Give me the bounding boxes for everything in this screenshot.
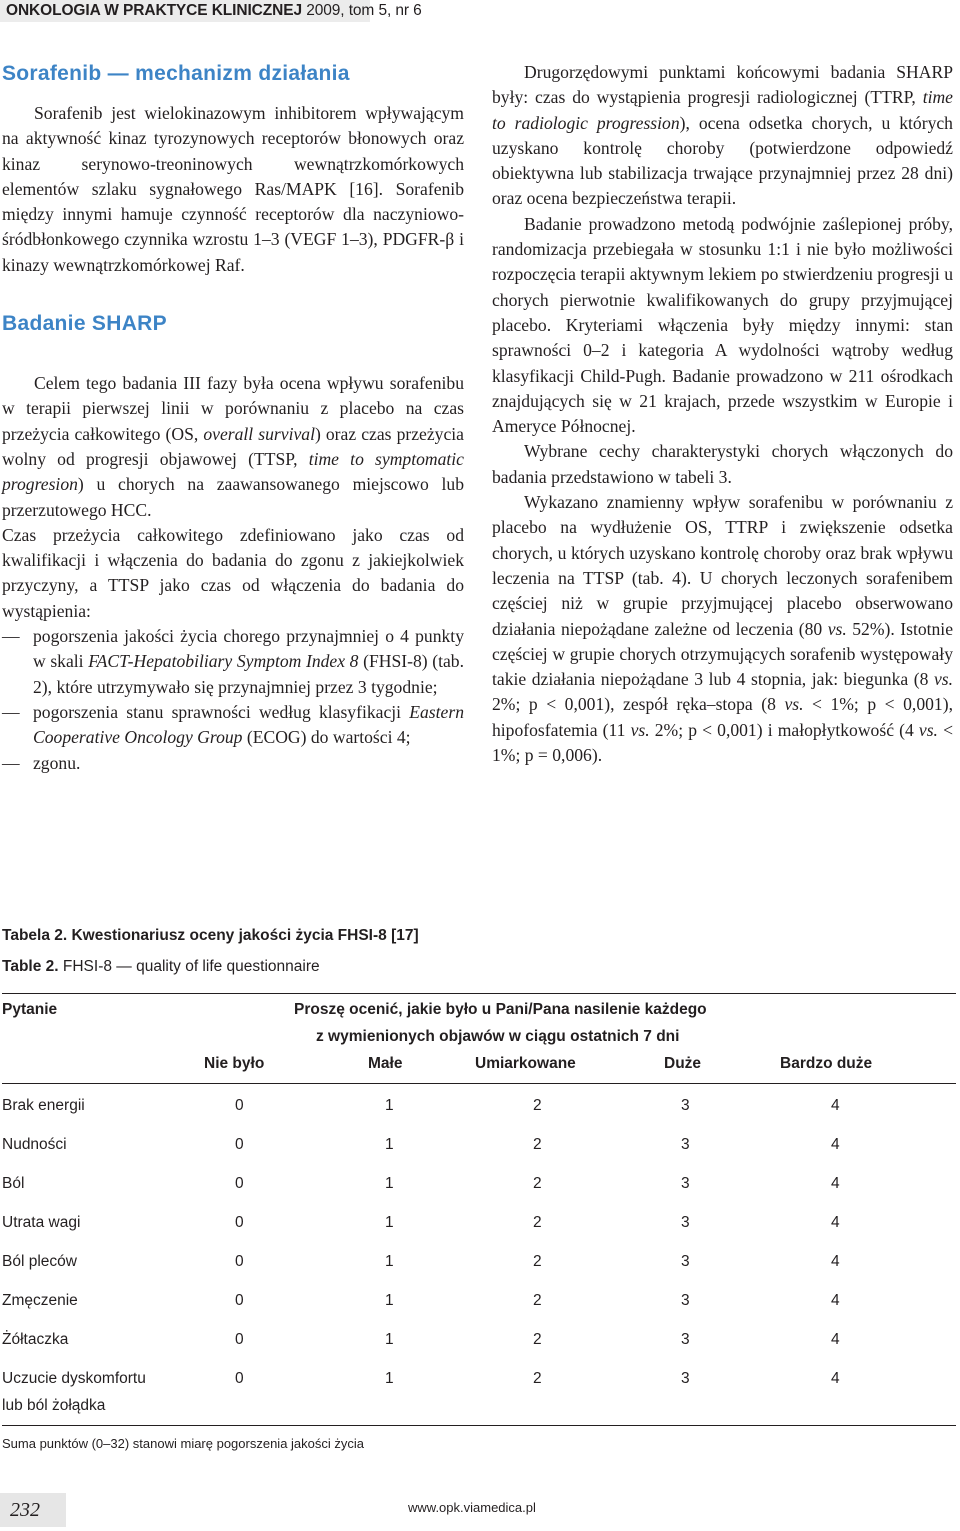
score-cell: 4 <box>831 1253 840 1270</box>
score-cell: 0 <box>235 1292 244 1309</box>
text-run: 2%; p < 0,001) i małopłytkowość (4 <box>649 719 919 740</box>
text-run: pogorszenia jakości życia chorego przynajmniej o 4 punkty w skali <box>33 626 464 672</box>
dash-bullet: — <box>2 701 20 722</box>
score-cell: 1 <box>385 1253 394 1270</box>
endpoints-paragraph <box>492 60 953 212</box>
score-cell: 4 <box>831 1370 840 1387</box>
score-cell: 1 <box>385 1331 394 1348</box>
score-cell: 2 <box>533 1214 542 1231</box>
caption-en-text: FHSI-8 — quality of life questionnaire <box>58 958 320 975</box>
left-column <box>2 60 464 776</box>
text-run: Wykazano znamienny wpływ sorafenibu w porównaniu z placebo na wydłużenie OS, TTRP i zwiększenie odsetka chorych, u których uzyskano kontrolę choroby oraz brak wpływu leczenia na TTSP (tab. 4). U chorych leczonych sorafenibem częściej niż w grupie przyjmującej placebo obserwowano działania niepożądane zależne od leczenia (80 <box>492 492 953 639</box>
table-footnote: Suma punktów (0–32) stanowi miarę pogorszenia jakości życia <box>2 1436 365 1451</box>
text-run: 2%; p < 0,001), zespół ręka–stopa (8 <box>492 694 785 715</box>
italic-vs: vs. <box>630 719 650 740</box>
right-column <box>492 60 953 768</box>
column-header-umiarkowane: Umiarkowane <box>475 1055 576 1072</box>
score-cell: 2 <box>533 1370 542 1387</box>
score-cell: 3 <box>681 1136 690 1153</box>
table-caption-en <box>2 957 320 977</box>
score-cell: 3 <box>681 1331 690 1348</box>
sharp-paragraph-1 <box>2 371 464 523</box>
caption-en-label: Table 2. <box>2 958 59 975</box>
column-header-nie-bylo: Nie było <box>204 1055 265 1072</box>
score-cell: 0 <box>235 1370 244 1387</box>
text-run: (ECOG) do wartości 4; <box>242 727 411 748</box>
score-cell: 3 <box>681 1097 690 1114</box>
score-cell: 0 <box>235 1136 244 1153</box>
row-label: Ból pleców <box>2 1253 77 1270</box>
score-cell: 3 <box>681 1370 690 1387</box>
section-heading-sharp: Badanie SHARP <box>2 312 167 336</box>
row-label: Żółtaczka <box>2 1331 69 1348</box>
ttsp-criteria-list <box>2 624 464 776</box>
column-header-pytanie: Pytanie <box>2 1001 58 1018</box>
italic-term: overall survival <box>203 423 315 444</box>
list-item <box>2 624 464 700</box>
running-header-text <box>6 2 422 20</box>
score-cell: 1 <box>385 1136 394 1153</box>
caption-pl-text: Tabela 2. Kwestionariusz oceny jakości życia FHSI-8 [17] <box>2 927 419 944</box>
italic-vs: vs. <box>918 719 938 740</box>
journal-title: ONKOLOGIA W PRAKTYCE KLINICZNEJ <box>6 2 302 19</box>
score-cell: 1 <box>385 1370 394 1387</box>
design-paragraph: Badanie prowadzono metodą podwójnie zaślepionej próby, randomizacja przebiegała w stosunku 1:1 i nie było możliwości rozpoczęcia terapii aktywnym lekiem po stwierdzeniu progresji u chorych pierwotnie kwalifikowanych do grupy przyjmującej placebo. Kryteriami włączenia były między innymi: stan sprawności 0–2 i kategoria A wydolności wątroby według klasyfikacji Child-Pugh. Badanie prowadzono w 211 ośrodkach znajdujących się w 21 krajach, przede wszystkim w Europie i Ameryce Północnej. <box>492 213 953 437</box>
page-number: 232 <box>10 1499 40 1521</box>
table-header-rule <box>2 1083 956 1084</box>
text-run: < 1%; p = 0,006). <box>492 719 953 766</box>
score-cell: 1 <box>385 1214 394 1231</box>
text-run: Celem tego badania III fazy była ocena wpływu sorafenibu w terapii pierwszej linii w porównaniu z placebo na czas przeżycia całkowitego (OS, <box>2 373 464 444</box>
list-item <box>2 700 464 751</box>
text-run: pogorszenia stanu sprawności według klasyfikacji <box>33 701 410 722</box>
text-run: 52%). Istotnie częściej w grupie chorych otrzymujących sorafenib występowały takie działania niepożądane 3 lub 4 stopnia, jak: biegunka (8 <box>492 618 954 690</box>
text-run: (FHSI-8) (tab. 2), które utrzymywało się przynajmniej przez 3 tygodnie; <box>33 651 464 697</box>
page-number-box <box>0 1493 66 1527</box>
characteristics-paragraph: Wybrane cechy charakterystyki chorych włączonych do badania przedstawiono w tabeli 3. <box>492 441 953 487</box>
italic-vs: vs. <box>827 618 847 639</box>
text-run: Drugorzędowymi punktami końcowymi badania SHARP były: czas do wystąpienia progresji radiologicznej (TTRP, <box>492 62 953 108</box>
text-run: zgonu. <box>33 752 81 773</box>
dash-bullet: — <box>2 752 20 773</box>
italic-vs: vs. <box>933 669 953 690</box>
row-label-continued: lub ból żołądka <box>2 1397 106 1414</box>
column-header-bardzo-duze: Bardzo duże <box>780 1055 873 1072</box>
score-cell: 3 <box>681 1253 690 1270</box>
score-cell: 1 <box>385 1175 394 1192</box>
running-header <box>0 0 422 22</box>
text-run: < 1%; p < 0,001), hipofosfatemia (11 <box>492 694 953 740</box>
column-header-male: Małe <box>368 1055 403 1072</box>
score-cell: 3 <box>681 1292 690 1309</box>
score-cell: 2 <box>533 1331 542 1348</box>
score-cell: 0 <box>235 1175 244 1192</box>
text-run: ) u chorych na zaawansowanego miejscowo lub przerzutowego HCC. <box>2 474 464 520</box>
italic-vs: vs. <box>784 694 804 715</box>
score-cell: 4 <box>831 1292 840 1309</box>
row-label: Brak energii <box>2 1097 85 1114</box>
score-cell: 3 <box>681 1214 690 1231</box>
section-heading-mechanism: Sorafenib — mechanizm działania <box>2 62 350 85</box>
score-cell: 4 <box>831 1214 840 1231</box>
dash-bullet: — <box>2 626 20 647</box>
score-cell: 2 <box>533 1136 542 1153</box>
group-header-line1: Proszę ocenić, jakie było u Pani/Pana nasilenie każdego <box>294 1001 707 1018</box>
group-header-line2: z wymienionych objawów w ciągu ostatnich 7 dni <box>316 1028 680 1045</box>
score-cell: 2 <box>533 1175 542 1192</box>
score-cell: 0 <box>235 1253 244 1270</box>
italic-term: time to symptomatic progresion <box>2 448 464 495</box>
list-item <box>2 751 464 776</box>
text-run: ) oraz czas przeżycia wolny od progresji objawowej (TTSP, <box>2 423 464 469</box>
score-cell: 2 <box>533 1253 542 1270</box>
table-top-rule <box>2 993 956 994</box>
score-cell: 0 <box>235 1097 244 1114</box>
score-cell: 4 <box>831 1136 840 1153</box>
score-cell: 3 <box>681 1175 690 1192</box>
mechanism-paragraph: Sorafenib jest wielokinazowym inhibitorem wpływającym na aktywność kinaz tyrozynowych receptorów błonowych oraz kinaz serynowo-treoninowych wewnątrzkomórkowych elementów szlaku sygnałowego Ras/MAPK [16]. Sorafenib między innymi hamuje czynność receptorów dla naczyniowo-śródbłonkowego czynnika wzrostu 1–3 (VEGF 1–3), PDGFR-β i kinazy wewnątrzkomórkowej Raf. <box>2 103 464 275</box>
score-cell: 4 <box>831 1175 840 1192</box>
column-header-duze: Duże <box>664 1055 702 1072</box>
row-label: Nudności <box>2 1136 67 1153</box>
row-label: Uczucie dyskomfortu <box>2 1370 146 1387</box>
text-run: ), ocena odsetka chorych, u których uzyskano kontrolę choroby (potwierdzone odpowiedź obiektywna lub stabilizacja trwające przynajmniej przez 28 dni) oraz ocena bezpieczeństwa terapii. <box>492 112 953 209</box>
row-label: Utrata wagi <box>2 1214 81 1231</box>
results-paragraph <box>492 490 953 768</box>
italic-term: FACT-Hepatobiliary Symptom Index 8 <box>88 651 359 672</box>
score-cell: 4 <box>831 1331 840 1348</box>
score-cell: 1 <box>385 1097 394 1114</box>
score-cell: 2 <box>533 1097 542 1114</box>
score-cell: 4 <box>831 1097 840 1114</box>
italic-term: Eastern Cooperative Oncology Group <box>33 701 464 748</box>
row-label: Ból <box>2 1175 25 1192</box>
journal-issue: 2009, tom 5, nr 6 <box>302 2 422 19</box>
score-cell: 2 <box>533 1292 542 1309</box>
footer-url: www.opk.viamedica.pl <box>408 1500 536 1515</box>
score-cell: 1 <box>385 1292 394 1309</box>
table-caption-pl <box>2 926 419 946</box>
score-cell: 0 <box>235 1214 244 1231</box>
score-cell: 0 <box>235 1331 244 1348</box>
row-label: Zmęczenie <box>2 1292 78 1309</box>
table-bottom-rule <box>2 1425 956 1426</box>
italic-term: time to radiologic progression <box>492 87 953 133</box>
sharp-paragraph-2: Czas przeżycia całkowitego zdefiniowano jako czas od kwalifikacji i włączenia do badania do zgonu z jakiejkolwiek przyczyny, a TTSP jako czas od włączenia do badania do wystąpienia: <box>2 524 464 621</box>
